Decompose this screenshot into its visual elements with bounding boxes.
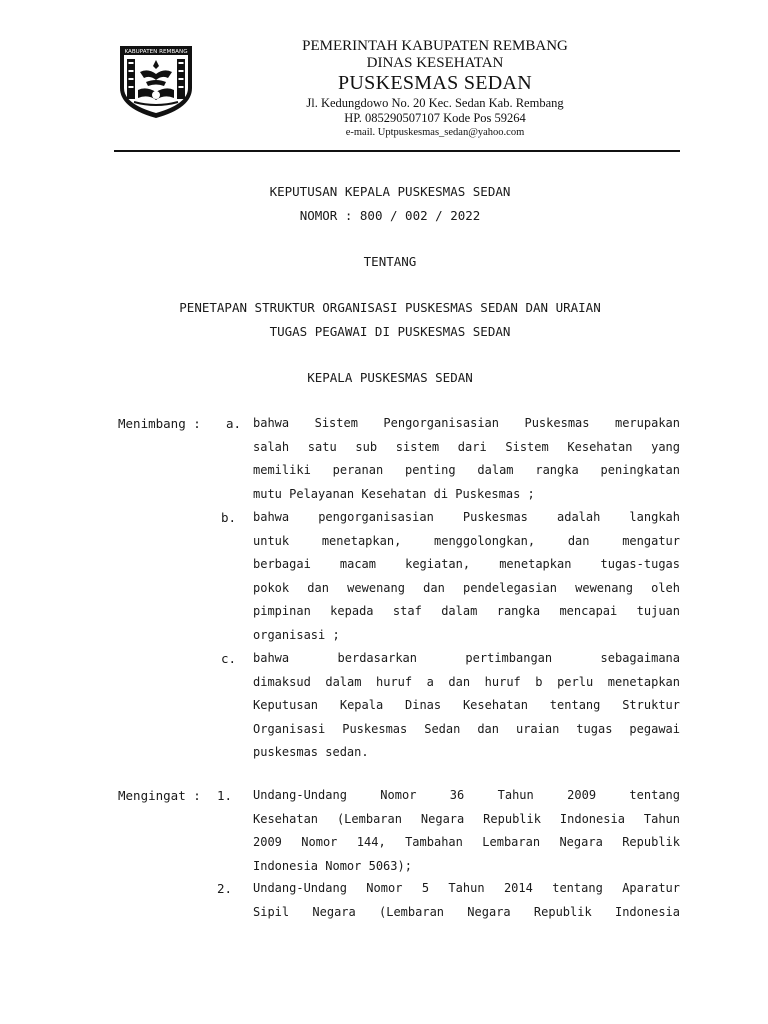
svg-text:KABUPATEN REMBANG: KABUPATEN REMBANG [124, 49, 188, 55]
menimbang-marker-a: a. [226, 416, 242, 431]
kop-email: e-mail. Uptpuskesmas_sedan@yahoo.com [345, 127, 525, 138]
mengingat-item-1 [253, 784, 680, 878]
kabupaten-rembang-logo [116, 42, 196, 120]
decree-subject-line2: TUGAS PEGAWAI DI PUSKESMAS SEDAN [269, 324, 511, 339]
text-line: bahwa pengorganisasian Puskesmas adalah langkah [253, 510, 680, 524]
text-line: mutu Pelayanan Kesehatan di Puskesmas ; [253, 486, 535, 501]
kop-dinas: DINAS KESEHATAN [366, 55, 504, 71]
text-line: Undang-Undang Nomor 5 Tahun 2014 tentang Aparatur [253, 881, 680, 895]
text-line: berbagai macam kegiatan, menetapkan tugas-tugas [253, 557, 680, 571]
tentang-heading: TENTANG [363, 254, 417, 269]
menimbang-marker-b: b. [221, 510, 237, 525]
letterhead-divider [114, 150, 680, 152]
kop-phone: HP. 085290507107 Kode Pos 59264 [344, 111, 526, 125]
text-line: bahwa Sistem Pengorganisasian Puskesmas merupakan [253, 416, 680, 430]
text-line: Kesehatan (Lembaran Negara Republik Indonesia Tahun [253, 811, 680, 826]
mengingat-label: Mengingat : [118, 788, 201, 803]
text-line: Sipil Negara (Lembaran Negara Republik Indonesia [253, 904, 680, 919]
text-line: Undang-Undang Nomor 36 Tahun 2009 tentang [253, 788, 680, 802]
text-line: puskesmas sedan. [253, 745, 369, 759]
mengingat-marker-1: 1. [217, 788, 233, 803]
text-line: pokok dan wewenang dan pendelegasian wewenang oleh [253, 580, 680, 595]
menimbang-item-c [253, 647, 680, 765]
decree-number: NOMOR : 800 / 002 / 2022 [299, 208, 481, 223]
menimbang-marker-c: c. [221, 651, 237, 666]
kop-puskesmas: PUSKESMAS SEDAN [338, 72, 532, 94]
text-line: bahwa berdasarkan pertimbangan sebagaimana [253, 651, 680, 665]
text-line: dimaksud dalam huruf a dan huruf b perlu menetapkan [253, 674, 680, 689]
menimbang-label: Menimbang : [118, 416, 201, 431]
text-line: Organisasi Puskesmas Sedan dan uraian tugas pegawai [253, 721, 680, 736]
decree-subject-line1: PENETAPAN STRUKTUR ORGANISASI PUSKESMAS SEDAN DAN URAIAN [179, 300, 601, 315]
text-line: salah satu sub sistem dari Sistem Kesehatan yang [253, 439, 680, 454]
text-line: pimpinan kepada staf dalam rangka mencapai tujuan [253, 604, 680, 618]
text-line: memiliki peranan penting dalam rangka peningkatan [253, 463, 680, 477]
text-line: untuk menetapkan, menggolongkan, dan mengatur [253, 533, 680, 548]
mengingat-marker-2: 2. [217, 881, 233, 896]
mengingat-item-2 [253, 877, 680, 924]
decree-title: KEPUTUSAN KEPALA PUSKESMAS SEDAN [269, 184, 511, 199]
menimbang-item-b [253, 506, 680, 647]
text-line: Keputusan Kepala Dinas Kesehatan tentang Struktur [253, 698, 680, 712]
text-line: 2009 Nomor 144, Tambahan Lembaran Negara Republik [253, 835, 680, 849]
text-line: Indonesia Nomor 5063); [253, 858, 412, 873]
kepala-heading: KEPALA PUSKESMAS SEDAN [307, 370, 473, 385]
kop-pemerintah: PEMERINTAH KABUPATEN REMBANG [302, 38, 568, 54]
menimbang-item-a [253, 412, 680, 506]
kop-address: Jl. Kedungdowo No. 20 Kec. Sedan Kab. Rembang [306, 96, 564, 110]
text-line: organisasi ; [253, 627, 340, 642]
